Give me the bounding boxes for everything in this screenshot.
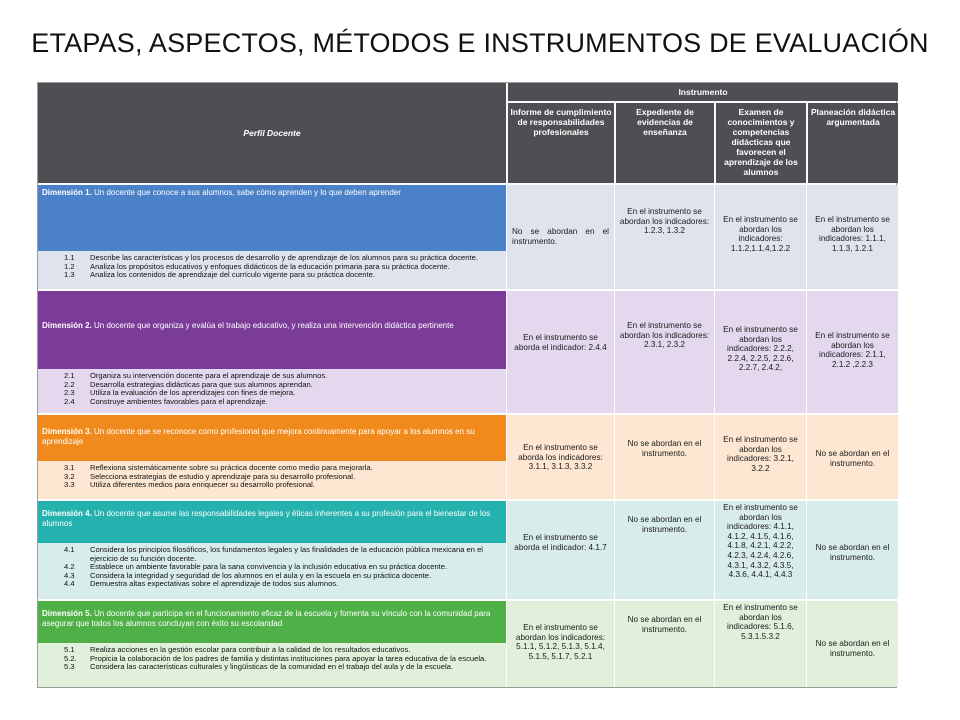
header-col-informe	[508, 103, 614, 183]
dimension-1-heading	[38, 185, 506, 251]
dim4-informe-cell: En el instrumento se aborda el indicador: 4.1.7	[506, 501, 614, 599]
col-expediente-label: Expediente de evidencias de enseñanza	[636, 107, 694, 137]
evaluation-table	[37, 82, 897, 688]
indicator-row: 4.2 Establece un ambiente favorable para la sana convivencia y la inclusión educativa en su práctica docente.	[64, 562, 448, 572]
dimension-3-heading	[38, 415, 506, 461]
dim2-expediente-cell: En el instrumento se abordan los indicadores: 2.3.1, 2.3.2	[614, 291, 714, 413]
dimension-4-label: Dimensión 4.	[42, 509, 92, 518]
dimension-4-title: Un docente que asume las responsabilidades legales y éticas inherentes a su profesión para el bienestar de los alumnos	[42, 509, 491, 528]
dim5-examen-cell: En el instrumento se abordan los indicadores: 5.1.6, 5.3.1.5.3.2	[714, 601, 806, 687]
dim3-planeacion-cell: No se abordan en el instrumento.	[806, 415, 898, 499]
col-informe-label: Informe de cumplimiento de responsabilidades profesionales	[510, 107, 612, 137]
dim5-informe-cell: En el instrumento se abordan los indicadores: 5.1.1, 5.1.2, 5.1.3, 5.1.4, 5.1.5, 5.1.7, 5.2.1	[506, 601, 614, 687]
indicator-row: 4.3 Considera la integridad y seguridad de los alumnos en el aula y en la escuela en su práctica docente.	[64, 570, 432, 580]
dimension-3-title: Un docente que se reconoce como profesional que mejora continuamente para apoyar a los alumnos en su aprendizaje	[42, 427, 475, 446]
dimension-1-indicators	[38, 251, 506, 289]
dimension-2-heading	[38, 291, 506, 369]
dim5-planeacion-cell: No se abordan en el instrumento.	[806, 601, 898, 687]
header-instrumento	[508, 83, 898, 101]
dim4-expediente-cell: No se abordan en el instrumento.	[614, 501, 714, 599]
dimension-2-label: Dimensión 2.	[42, 321, 92, 330]
indicator-row: 2.1 Organiza su intervención docente para el aprendizaje de sus alumnos.	[64, 371, 328, 380]
dim1-informe-cell: No se abordan en el instrumento.	[506, 185, 614, 289]
dimension-5-indicators	[38, 643, 506, 687]
dim2-examen-cell: En el instrumento se abordan los indicadores: 2.2.2, 2.2.4, 2.2.5, 2.2.6, 2.2.7, 2.4.2,	[714, 291, 806, 413]
dim3-expediente-cell: No se abordan en el instrumento.	[614, 415, 714, 499]
indicator-row: 2.3 Utiliza la evaluación de los aprendizajes con fines de mejora.	[64, 388, 296, 398]
indicator-row: 5.2. Propicia la colaboración de los padres de familia y distintas instituciones para apoyar la tarea educativa de la escuela.	[64, 653, 487, 663]
dim2-informe-cell: En el instrumento se aborda el indicador: 2.4.4	[506, 291, 614, 413]
dim3-examen-cell: En el instrumento se abordan los indicadores: 3.2.1, 3.2.2	[714, 415, 806, 499]
dim3-informe-cell: En el instrumento se aborda los indicadores: 3.1.1, 3.1.3, 3.3.2	[506, 415, 614, 499]
dim4-examen-cell: En el instrumento se abordan los indicadores: 4.1.1, 4.1.2, 4.1.5, 4.1.6, 4.1.8, 4.2.1, 4.2.2, 4.2.3, 4.2.4, 4.2.6, 4.3.1, 4.3.2, 4.3.5, 4.3.6, 4.4.1, 4.4.3	[714, 501, 806, 599]
indicator-row: 3.1 Reflexiona sistemáticamente sobre su práctica docente como medio para mejorarla.	[64, 463, 373, 472]
header-perfil-docente	[38, 83, 506, 183]
dimension-1-title: Un docente que conoce a sus alumnos, sabe cómo aprenden y lo que deben aprender	[91, 188, 401, 197]
indicator-row: 1.2 Analiza los propósitos educativos y enfoques didácticos de la educación primaria para su práctica docente.	[64, 261, 450, 271]
col-examen-label: Examen de conocimientos y competencias didácticas que favorecen el aprendizaje de los alumnos	[724, 107, 798, 177]
indicator-row: 4.4 Demuestra altas expectativas sobre el aprendizaje de todos sus alumnos.	[64, 579, 339, 589]
dim4-planeacion-cell: No se abordan en el instrumento.	[806, 501, 898, 599]
dimension-5-label: Dimensión 5.	[42, 609, 92, 618]
dimension-4-heading	[38, 501, 506, 543]
header-col-planeacion	[808, 103, 898, 183]
indicator-row: 2.2 Desarrolla estrategias didácticas para que sus alumnos aprendan.	[64, 379, 313, 389]
dim1-planeacion-cell: En el instrumento se abordan los indicadores: 1.1.1, 1.1.3, 1.2.1	[806, 185, 898, 289]
dimension-5-title: Un docente que participa en el funcionamiento eficaz de la escuela y fomenta su vínculo con la comunidad para asegurar que todos los alumnos concluyan con éxito su escolaridad	[42, 609, 491, 628]
perfil-label: Perfil Docente	[243, 128, 301, 138]
dimension-2-title: Un docente que organiza y evalúa el trabajo educativo, y realiza una intervención didáctica pertinente	[91, 321, 454, 330]
indicator-row: 1.3 Analiza los contenidos de aprendizaje del currículo vigente para su práctica docente.	[64, 270, 375, 280]
dim5-expediente-cell: No se abordan en el instrumento.	[614, 601, 714, 687]
dim1-expediente-cell: En el instrumento se abordan los indicadores: 1.2.3, 1.3.2	[614, 185, 714, 289]
dimension-4-indicators	[38, 543, 506, 599]
dimension-2-indicators	[38, 369, 506, 413]
dimension-3-label: Dimensión 3.	[42, 427, 92, 436]
header-col-expediente	[616, 103, 714, 183]
indicator-row: 3.2 Selecciona estrategias de estudio y aprendizaje para su desarrollo profesional.	[64, 471, 356, 481]
indicator-row: 4.1 Considera los principios filosóficos, los fundamentos legales y las finalidades de la educación pública mexicana en el ejercicio de su función docente.	[64, 545, 483, 563]
indicator-row: 5.1 Realiza acciones en la gestión escolar para contribuir a la calidad de los resultados educativos.	[64, 645, 411, 654]
dimension-5-heading	[38, 601, 506, 643]
col-planeacion-label: Planeación didáctica argumentada	[810, 107, 896, 127]
instrumento-label: Instrumento	[678, 87, 728, 97]
dimension-3-indicators	[38, 461, 506, 499]
dim2-planeacion-cell: En el instrumento se abordan los indicadores: 2.1.1, 2.1.2 ,2.2.3	[806, 291, 898, 413]
dim1-examen-cell: En el instrumento se abordan los indicadores: 1.1.2,1.1.4,1.2.2	[714, 185, 806, 289]
indicator-row: 1.1 Describe las características y los procesos de desarrollo y de aprendizaje de los alumnos para su práctica docente.	[64, 253, 478, 262]
header-col-examen	[716, 103, 806, 183]
dimension-1-label: Dimensión 1.	[42, 188, 92, 197]
indicator-row: 3.3 Utiliza diferentes medios para enriquecer su desarrollo profesional.	[64, 480, 315, 490]
indicator-row: 2.4 Construye ambientes favorables para el aprendizaje.	[64, 396, 268, 406]
slide-title: ETAPAS, ASPECTOS, MÉTODOS E INSTRUMENTOS DE EVALUACIÓN	[31, 28, 929, 58]
indicator-row: 5.3 Considera las características culturales y lingüísticas de la comunidad en el trabajo del aula y de la escuela.	[64, 662, 454, 672]
